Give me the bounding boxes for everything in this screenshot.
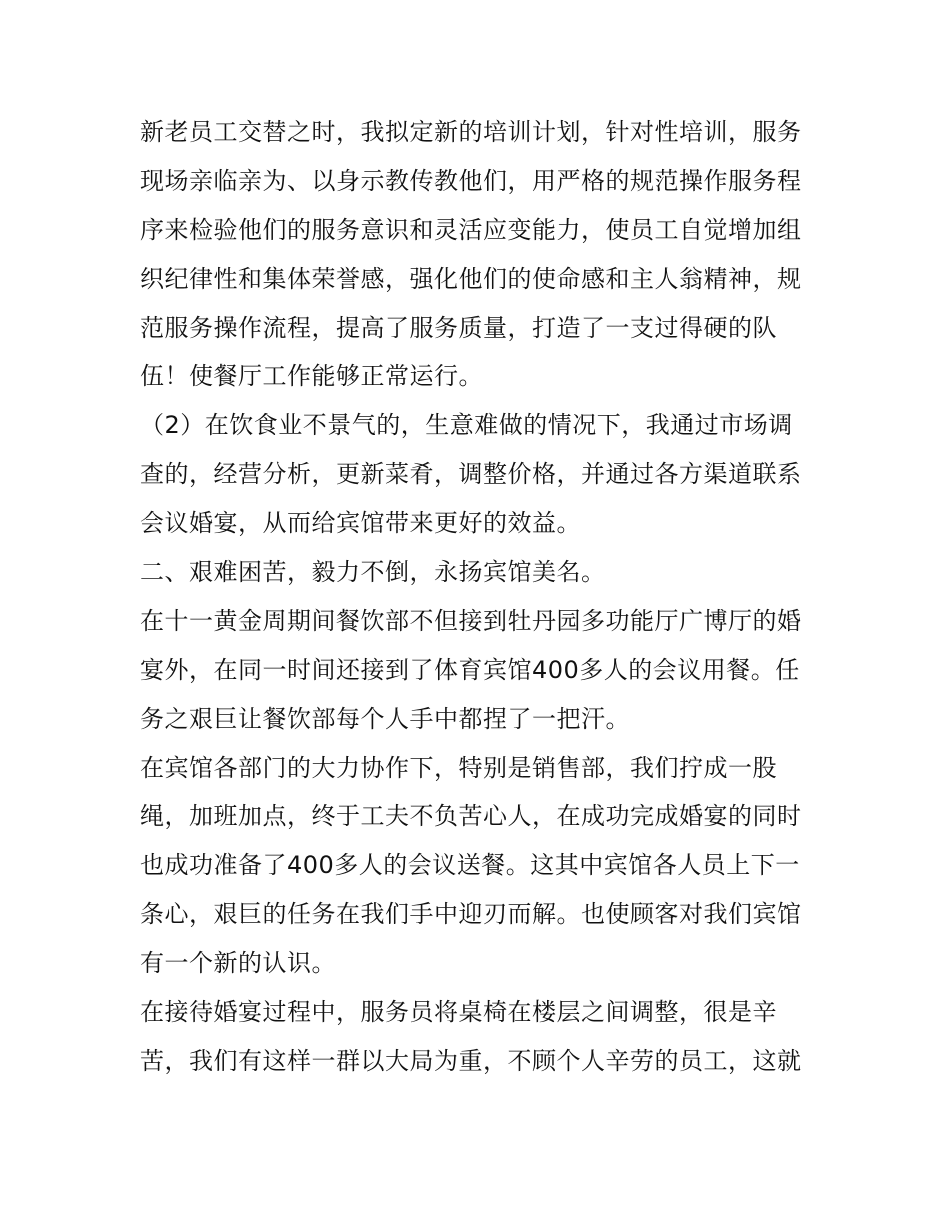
text-line: 现场亲临亲为、以身示教传教他们，用严格的规范操作服务程 [140, 166, 802, 195]
text-line: 苦，我们有这样一群以大局为重，不顾个人辛劳的员工，这就 [140, 1046, 802, 1075]
text-line: 绳，加班加点，终于工夫不负苦心人，在成功完成婚宴的同时 [140, 802, 802, 831]
text-line: 伍！使餐厅工作能够正常运行。 [140, 362, 483, 391]
text-line: 序来检验他们的服务意识和灵活应变能力，使员工自觉增加组 [140, 215, 802, 244]
section-heading: 二、艰难困苦，毅力不倒，永扬宾馆美名。 [140, 558, 606, 587]
text-line: 织纪律性和集体荣誉感，强化他们的使命感和主人翁精神，规 [140, 264, 802, 293]
text-line: 在十一黄金周期间餐饮部不但接到牡丹园多功能厅广博厅的婚 [140, 606, 802, 635]
text-line: （2）在饮食业不景气的，生意难做的情况下，我通过市场调 [140, 411, 793, 440]
text-line: 范服务操作流程，提高了服务质量，打造了一支过得硬的队 [140, 313, 777, 342]
text-line: 会议婚宴，从而给宾馆带来更好的效益。 [140, 509, 581, 538]
text-line: 新老员工交替之时，我拟定新的培训计划，针对性培训，服务 [140, 118, 802, 146]
text-line: 在宾馆各部门的大力协作下，特别是销售部，我们拧成一股 [140, 753, 777, 782]
text-line: 务之艰巨让餐饮部每个人手中都捏了一把汗。 [140, 704, 630, 733]
text-line: 有一个新的认识。 [140, 949, 336, 978]
text-line: 查的，经营分析，更新菜肴，调整价格，并通过各方渠道联系 [140, 460, 802, 489]
document-body [140, 108, 812, 1086]
text-line: 条心，艰巨的任务在我们手中迎刃而解。也使顾客对我们宾馆 [140, 900, 802, 929]
text-line: 宴外，在同一时间还接到了体育宾馆400多人的会议用餐。任 [140, 655, 800, 684]
text-line: 在接待婚宴过程中，服务员将桌椅在楼层之间调整，很是辛 [140, 998, 777, 1027]
text-line: 也成功准备了400多人的会议送餐。这其中宾馆各人员上下一 [140, 851, 800, 880]
